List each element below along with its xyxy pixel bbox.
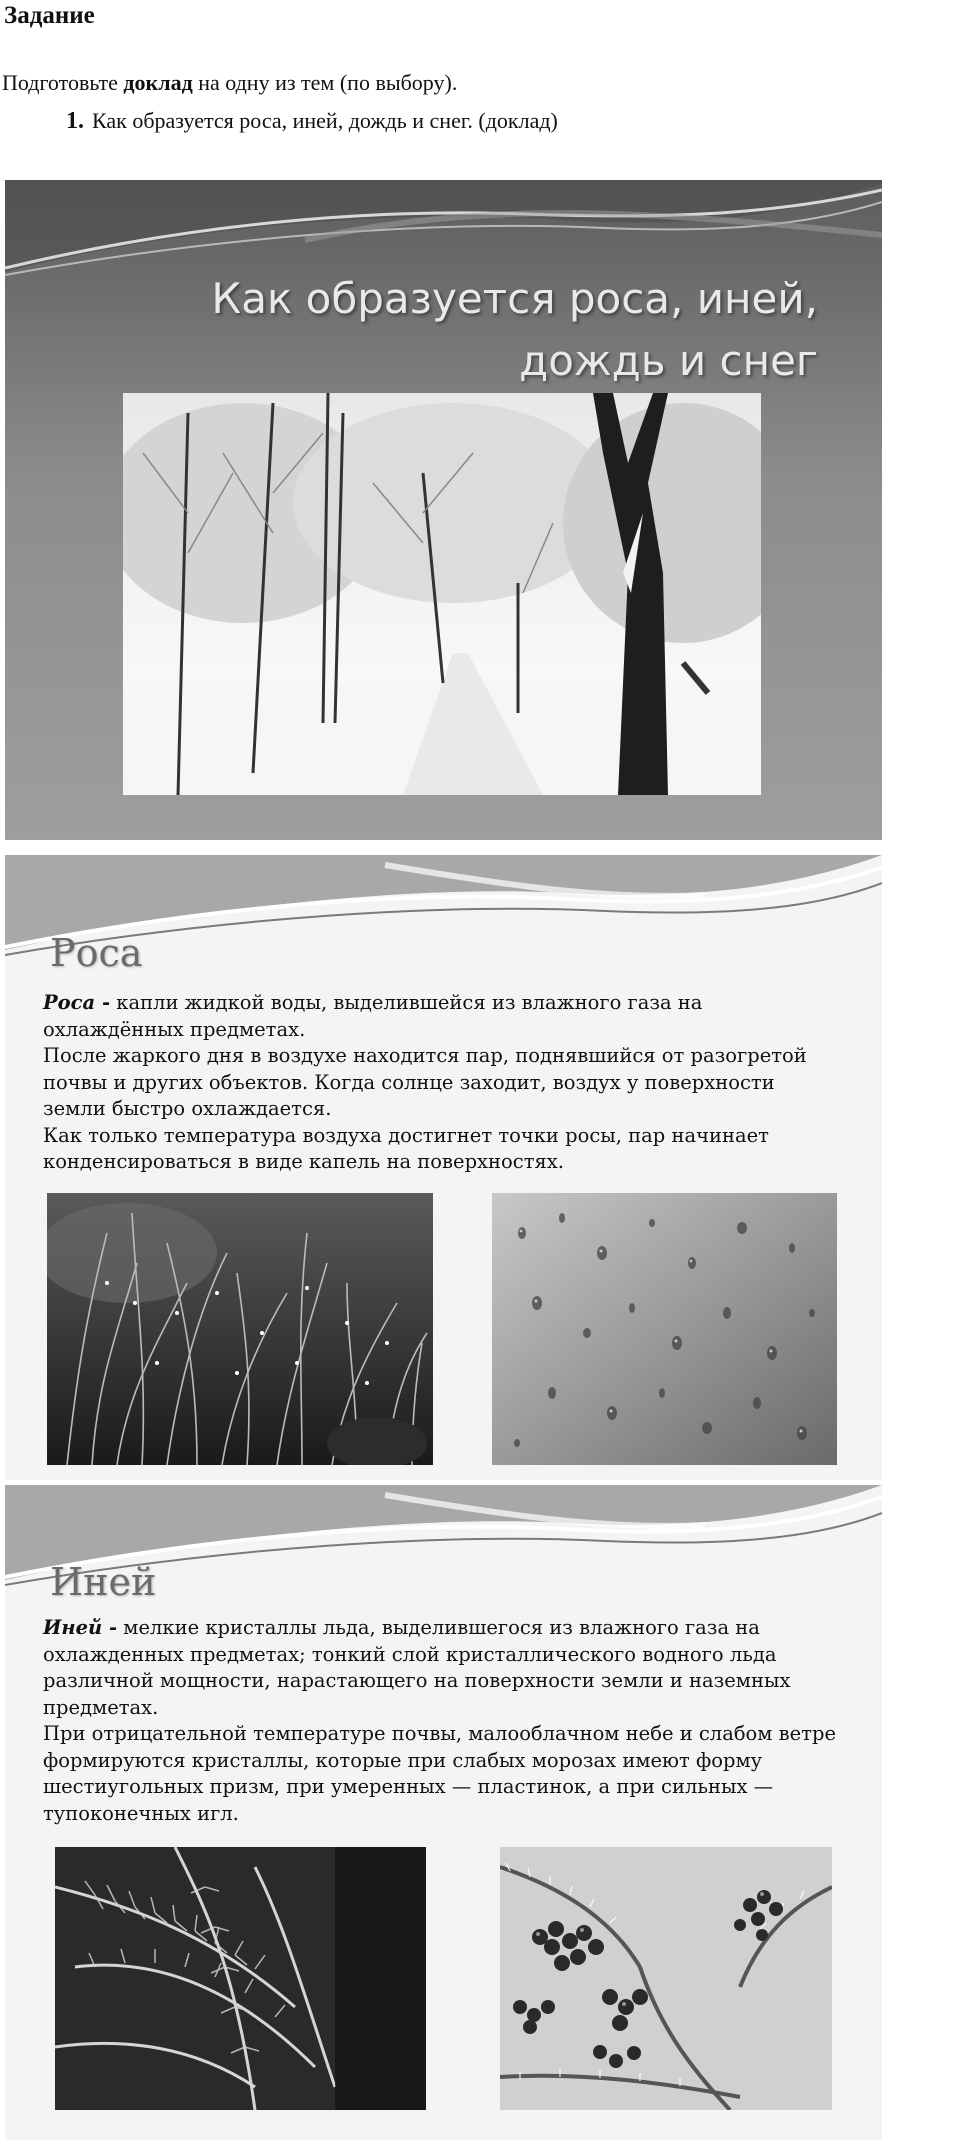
dew-paragraph-2: Как только температура воздуха достигнет точки росы, пар начинает конденсироваться в виде капель на поверхностях. [43, 1123, 769, 1173]
frosted-fir-photo [55, 1847, 426, 2110]
slide-frost [5, 1485, 882, 2140]
intro-bold: доклад [123, 70, 193, 95]
intro-after: на одну из тем (по выбору). [192, 70, 458, 95]
topic-item [66, 108, 558, 135]
slide-title-line-2: дождь и снег [519, 336, 818, 385]
slide-title-line-1: Как образуется роса, иней, [211, 274, 818, 323]
dew-definition [43, 990, 843, 1043]
frost-paragraph-1: При отрицательной температуре почвы, малооблачном небе и слабом ветре формируются кристаллы, которые при слабых морозах имеют форму шестиугольных призм, при умеренных — пластинок, а при сильных — тупоконечных игл. [43, 1722, 836, 1825]
frost-definition [43, 1615, 843, 1721]
frosted-berries-photo [500, 1847, 832, 2110]
slide-dew-title: Роса [50, 931, 143, 975]
task-heading: Задание [4, 2, 95, 29]
slide-title [5, 180, 882, 840]
frost-term: Иней - [43, 1616, 118, 1639]
slide-main-title [211, 268, 818, 392]
slide-dew [5, 855, 882, 1480]
dew-paragraph-1: После жаркого дня в воздухе находится пар, поднявшийся от разогретой почвы и других объектов. Когда солнце заходит, воздух у поверхности земли быстро охлаждается. [43, 1044, 807, 1120]
intro-before: Подготовьте [2, 70, 124, 95]
water-drops-photo [492, 1193, 837, 1465]
task-intro [2, 70, 457, 96]
dew-term: Роса - [43, 991, 111, 1014]
dewy-grass-photo [47, 1193, 433, 1465]
dew-definition-text: капли жидкой воды, выделившейся из влажного газа на охлаждённых предметах. [43, 991, 703, 1041]
slide-dew-text [43, 990, 843, 1176]
frost-definition-text: мелкие кристаллы льда, выделившегося из влажного газа на охлажденных предметах; тонкий слой кристаллического водного льда различной мощности, нарастающего на поверхности земли и наземных предметах. [43, 1616, 791, 1719]
winter-forest-photo [123, 393, 761, 795]
slide-frost-text [43, 1615, 843, 1827]
topic-number: 1. [66, 108, 84, 134]
topic-text: Как образуется роса, иней, дождь и снег. (доклад) [92, 108, 558, 133]
slide-frost-title: Иней [50, 1560, 157, 1604]
